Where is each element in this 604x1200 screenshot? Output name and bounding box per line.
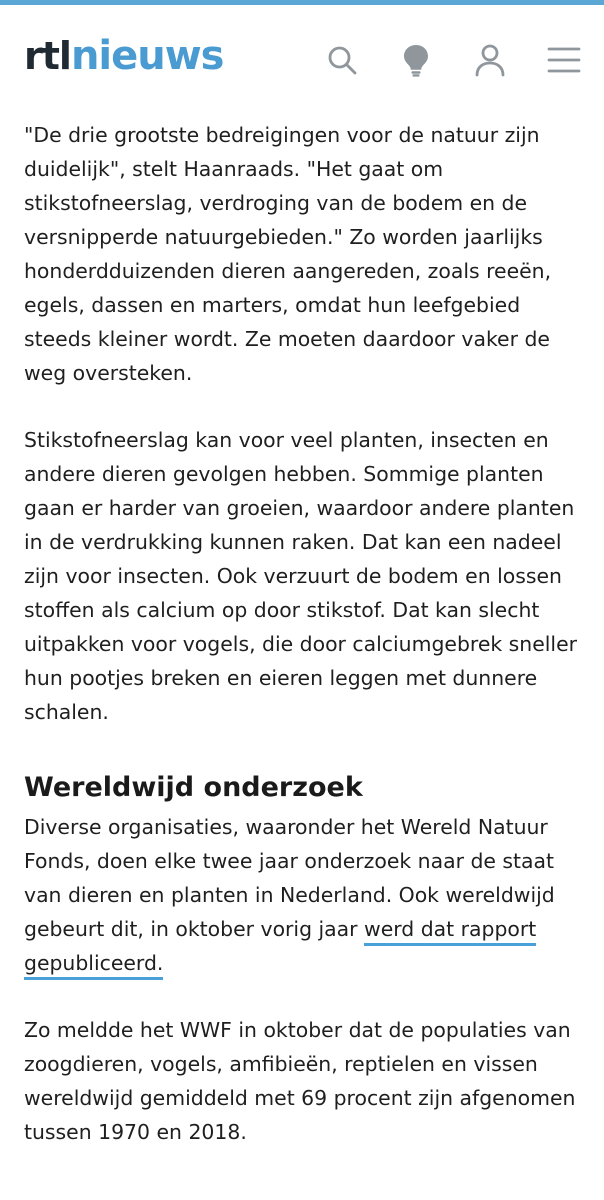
user-icon[interactable] — [473, 43, 507, 77]
search-icon[interactable] — [325, 43, 359, 77]
article-paragraph-2: Stikstofneerslag kan voor veel planten, insecten en andere dieren gevolgen hebben. Sommige planten gaan er harder van groeien, waardoor andere planten in de verdrukking kunnen raken. Dat kan een nadeel zijn voor insecten. Ook verzuurt de bodem en lossen stoffen als calcium op door stikstof. Dat kan slecht uitpakken voor vogels, die door calciumgebrek sneller hun pootjes breken en eieren leggen met dunnere schalen. — [24, 428, 578, 724]
logo-rtl-text: rtl — [24, 34, 71, 78]
logo-nieuws-text: nieuws — [70, 33, 224, 79]
article-paragraph-3 — [24, 810, 584, 980]
rtl-nieuws-logo[interactable] — [24, 33, 224, 77]
section-heading: Wereldwijd onderzoek — [24, 772, 363, 803]
lightbulb-icon[interactable] — [399, 43, 433, 77]
report-link[interactable]: werd dat rapport gepubliceerd. — [24, 917, 536, 980]
article-paragraph-4: Zo meldde het WWF in oktober dat de populaties van zoogdieren, vogels, amfibieën, reptielen en vissen wereldwijd gemiddeld met 69 procent zijn afgenomen tussen 1970 en 2018. — [24, 1018, 576, 1144]
article-paragraph-1: "De drie grootste bedreigingen voor de natuur zijn duidelijk", stelt Haanraads. "Het gaat om stikstofneerslag, verdroging van de bodem en de versnipperde natuurgebieden." Zo worden jaarlijks honderdduizenden dieren aangereden, zoals reeën, egels, dassen en marters, omdat hun leefgebied steeds kleiner wordt. Ze moeten daardoor vaker de weg oversteken. — [24, 123, 552, 385]
article-body — [24, 118, 584, 1149]
paragraph-3-text: Diverse organisaties, waaronder het Wereld Natuur Fonds, doen elke twee jaar onderzoek naar de staat van dieren en planten in Nederland. Ook wereldwijd gebeurt dit, in oktober vorig jaar — [24, 815, 555, 941]
menu-icon[interactable] — [547, 43, 581, 77]
paragraph-gap — [24, 980, 584, 1013]
paragraph-gap — [24, 729, 584, 762]
paragraph-gap — [24, 390, 584, 423]
site-header — [0, 5, 604, 100]
